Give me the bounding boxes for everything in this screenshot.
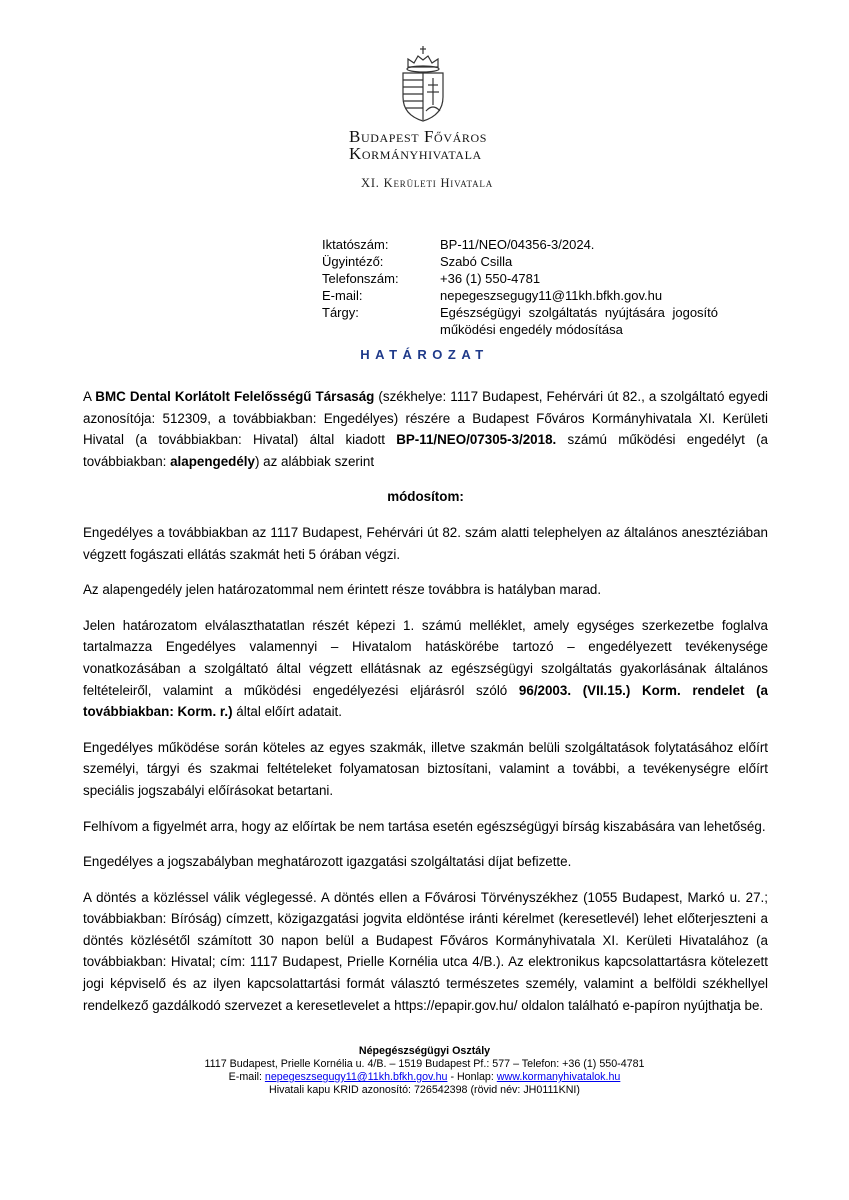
footer-department-name: Népegészségügyi Osztály — [358, 1045, 491, 1057]
office-name-line1: Budapest Főváros — [349, 127, 487, 146]
law-reference: 96/2003. (VII.15.) Korm. rendelet (a továbbiakban: Korm. r.) — [83, 682, 768, 720]
meta-value: BP-11/NEO/04356-3/2024. — [440, 237, 595, 252]
footer-department — [0, 1045, 849, 1058]
paragraph-fine-warning: Felhívom a figyelmét arra, hogy az előírtak be nem tartása esetén egészségügyi bírság kiszabására van lehetőség. — [83, 818, 766, 834]
meta-row-case-officer — [322, 253, 718, 270]
footer-email-label: E-mail: — [228, 1071, 265, 1083]
meta-label: Telefonszám: — [322, 271, 399, 286]
paragraph-appeal: A döntés a közléssel válik véglegessé. A döntés ellen a Fővárosi Törvényszékhez (1055 Budapest, Markó u. 27.; továbbiakban: Bíróság) címzett, közigazgatási jogvita eldöntése iránti kérelmet (keresetlevél) lehet előterjeszteni a döntés közlésétől számított 30 napon belül a Budapest Főváros Kormányhivatala XI. Kerületi Hivatalához (a továbbiakban: Hivatal; cím: 1117 Budapest, Prielle Kornélia utca 4/B.). Az elektronikus kapcsolattartásra kötelezett jogi képviselő és az ilyen kapcsolattartási formát választó természetes személy, valamint a belföldi székhellyel rendelkező gazdálkodó szervezet a keresetlevelet a https://epapir.gov.hu/ oldalon található e-papíron nyújthatja be. — [83, 889, 768, 1013]
meta-value: Egészségügyi szolgáltatás nyújtására jogosító működési engedély módosítása — [440, 305, 718, 337]
decision-heading: módosítom: — [387, 489, 464, 505]
meta-value: Szabó Csilla — [440, 254, 513, 269]
permit-number: BP-11/NEO/07305-3/2018. — [396, 432, 557, 448]
footer-homepage-label: - Honlap: — [447, 1071, 497, 1083]
footer-krid: Hivatali kapu KRID azonosító: 726542398 (rövid név: JH0111KNI) — [269, 1084, 580, 1096]
text-span: Jelen határozatom elválaszthatatlan részét képezi 1. számú melléklet, amely egységes szerkezetbe foglalva tartalmazza Engedélyes valamennyi – Hivatalom hatáskörébe tartozó – engedélyezett tevékenysége vonatkozásában a szolgáltató által végzett ellátásnak az egészségügyi szolgáltatás gyakorlásának általános feltételeiről, valamint a működési engedélyezési eljárásról szóló — [83, 617, 768, 698]
footer-email-link[interactable]: nepegeszsegugy11@11kh.bfkh.gov.hu — [264, 1071, 448, 1083]
meta-value: nepegeszsegugy11@11kh.bfkh.gov.hu — [440, 288, 663, 303]
footer-homepage-link[interactable]: www.kormanyhivatalok.hu — [496, 1071, 621, 1083]
meta-row-subject — [322, 304, 718, 338]
case-metadata — [322, 236, 718, 338]
page-footer — [0, 1045, 849, 1097]
paragraph-annex — [83, 615, 768, 723]
meta-label: Ügyintéző: — [322, 254, 384, 269]
office-unit: XI. Kerületi Hivatala — [361, 176, 494, 190]
base-permit-term: alapengedély — [170, 453, 255, 469]
paragraph-modification: Engedélyes a továbbiakban az 1117 Budapest, Fehérvári út 82. szám alatti telephelyen az általános anesztéziában végzett fogászati ellátás szakmát heti 5 órában végzi. — [83, 524, 768, 562]
company-name: BMC Dental Korlátolt Felelősségű Társaság — [95, 389, 375, 404]
paragraph-obligations: Engedélyes működése során köteles az egyes szakmák, illetve szakmán belüli szolgáltatások folytatásához előírt személyi, tárgyi és szakmai feltételeket folyamatosan biztosítani, valamint a további, a tevékenységre előírt speciális jogszabályi előírásokat betartani. — [83, 739, 768, 798]
text-span: A — [83, 389, 96, 404]
meta-row-phone — [322, 270, 718, 287]
text-span: ) az alábbiak szerint — [254, 453, 375, 469]
document-title: HATÁROZAT — [360, 347, 489, 362]
document-body — [83, 386, 768, 1030]
paragraph-intro — [83, 386, 768, 472]
footer-contact — [0, 1071, 849, 1084]
footer-address: 1117 Budapest, Prielle Kornélia u. 4/B. – 1519 Budapest Pf.: 577 – Telefon: +36 (1) 550-4781 — [204, 1058, 645, 1070]
meta-label: E-mail: — [322, 288, 363, 303]
office-name-line2: Kormányhivatala — [349, 144, 482, 163]
meta-label: Iktatószám: — [322, 237, 389, 252]
text-span: által előírt adatait. — [232, 704, 342, 720]
office-name — [349, 128, 487, 162]
paragraph-remaining-validity: Az alapengedély jelen határozatommal nem érintett része továbbra is hatályban marad. — [83, 582, 602, 598]
meta-row-file-number — [322, 236, 718, 253]
meta-row-email — [322, 287, 718, 304]
text-span: számú működési engedélyt (a továbbiakban: — [83, 432, 768, 469]
meta-value: +36 (1) 550-4781 — [440, 271, 541, 286]
text-span: (székhelye: 1117 Budapest, Fehérvári út 82., a szolgáltató egyedi azonosítója: 512309, a továbbiakban: Engedélyes) részére a Budapest Főváros Kormányhivatala XI. Kerületi Hivatal (a továbbiakban: Hivatal) által kiadott — [83, 389, 768, 448]
coat-of-arms-icon — [398, 45, 448, 123]
paragraph-fee: Engedélyes a jogszabályban meghatározott igazgatási szolgáltatási díjat befizette. — [83, 854, 572, 870]
meta-label: Tárgy: — [322, 305, 359, 320]
